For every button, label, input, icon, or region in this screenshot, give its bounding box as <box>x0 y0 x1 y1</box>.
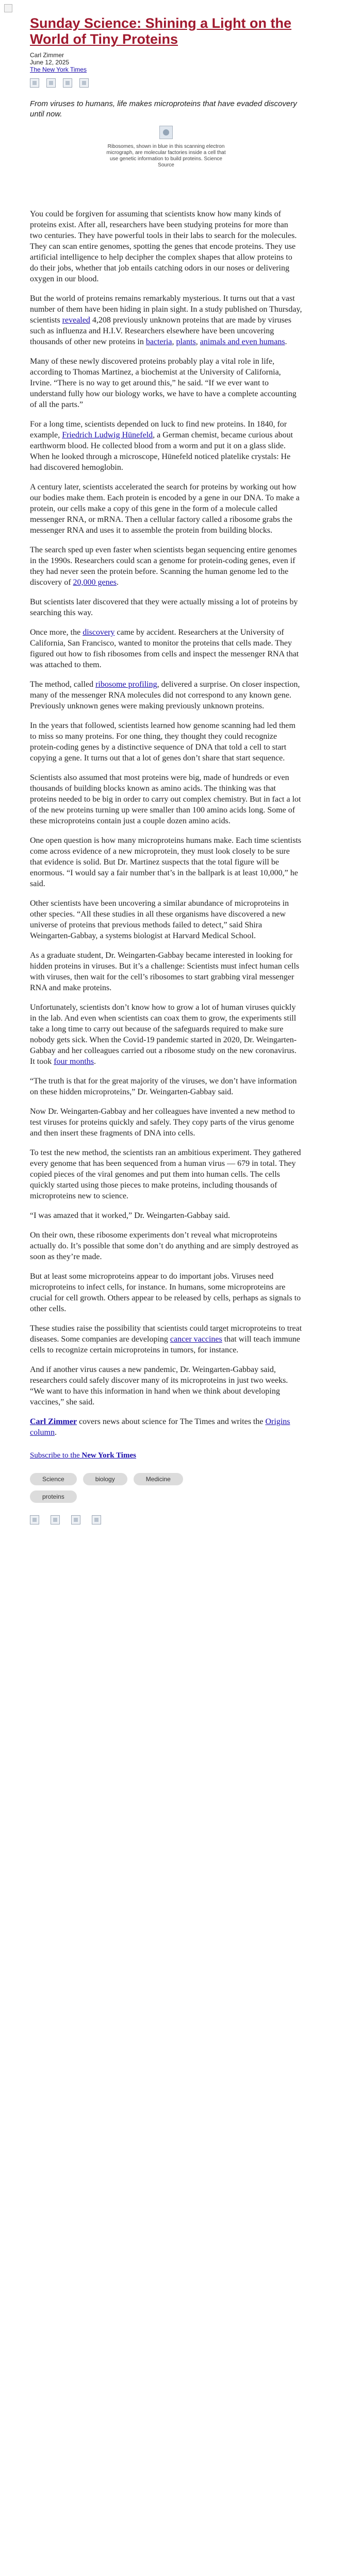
inline-link[interactable]: 20,000 genes <box>73 578 117 587</box>
paragraph-text: , <box>195 337 200 346</box>
article-paragraph <box>30 1002 302 1067</box>
article-paragraph <box>30 1323 302 1355</box>
article-paragraph <box>30 1271 302 1314</box>
paragraph-text: A century later, scientists accelerated the search for proteins by working out how our bodies make them. Each protein is encoded by a gene in our DNA. To make a protein, our cells make a copy of this gene in the form of a molecule called messenger RNA, or mRNA. Then a cellular factory called a ribosome grabs the messenger RNA and uses it to assemble the protein from building blocks. <box>30 483 300 535</box>
paragraph-text: And if another virus causes a new pandemic, Dr. Weingarten-Gabbay said, researchers could safely discover many of its microproteins in just two weeks. “We want to have this information in hand when we think about developing vaccines,” she said. <box>30 1365 288 1406</box>
paragraph-text: . <box>94 1057 96 1066</box>
topic-tag[interactable]: Medicine <box>134 1473 183 1485</box>
article-paragraph <box>30 720 302 764</box>
share-facebook-icon[interactable] <box>30 1515 39 1524</box>
author-bio-text: covers news about science for The Times and writes the <box>77 1417 266 1426</box>
article-paragraph <box>30 545 302 588</box>
article-paragraph <box>30 482 302 536</box>
inline-link[interactable]: discovery <box>83 628 115 637</box>
image-caption: Ribosomes, shown in blue in this scanning electron micrograph, are molecular factories inside a cell that use genetic information to build proteins. Science Source <box>106 144 226 168</box>
paragraph-text: Other scientists have been uncovering a similar abundance of microproteins in other species. “All these studies in all these organisms have discovered a new universe of proteins that previous methods failed to detect,” said Shira Weingarten-Gabbay, a systems biologist at Harvard Medical School. <box>30 899 289 940</box>
topic-tag[interactable]: Science <box>30 1473 77 1485</box>
article-paragraph <box>30 1106 302 1139</box>
paragraph-text: , delivered a surprise. On closer inspection, many of the messenger RNA molecules did not correspond to any known gene. Previously unknown genes were making previously unknown proteins. <box>30 680 300 710</box>
paragraph-text: . <box>116 578 119 587</box>
ribosome-image-icon <box>159 126 173 139</box>
paragraph-text: . <box>285 337 287 346</box>
paragraph-text: “The truth is that for the great majority of the viruses, we don’t have information on these hidden microproteins,” Dr. Weingarten-Gabbay said. <box>30 1077 297 1096</box>
share-twitter-icon[interactable] <box>51 1515 60 1524</box>
share-twitter-icon[interactable] <box>46 78 56 88</box>
share-buttons <box>30 78 302 90</box>
byline-block <box>30 52 302 73</box>
author-name: Carl Zimmer <box>30 52 64 59</box>
article-paragraph <box>30 1364 302 1408</box>
article-paragraph <box>30 950 302 993</box>
article-container <box>30 15 302 1524</box>
topic-tags <box>30 1473 216 1503</box>
share-link-icon[interactable] <box>79 78 89 88</box>
article-paragraph <box>30 597 302 618</box>
inline-link[interactable]: bacteria <box>145 337 172 346</box>
paragraph-text: On their own, these ribosome experiments don’t reveal what microproteins actually do. It’s possible that some don’t do anything and are simply destroyed as soon as they’re made. <box>30 1231 299 1261</box>
author-bio-link[interactable]: Carl Zimmer <box>30 1417 77 1426</box>
paragraph-text: These studies raise the possibility that scientists could target microproteins to treat diseases. Some companies are developing <box>30 1324 302 1344</box>
article-body <box>30 209 302 1408</box>
inline-link[interactable]: Friedrich Ludwig Hünefeld <box>62 431 153 439</box>
inline-link[interactable]: animals and even humans <box>200 337 285 346</box>
paragraph-text: But scientists later discovered that they were actually missing a lot of proteins by searching this way. <box>30 598 298 617</box>
paragraph-text: Now Dr. Weingarten-Gabbay and her colleagues have invented a new method to test viruses for proteins quickly and safely. They copy parts of the virus genome and then insert these fragments of DNA into cells. <box>30 1107 295 1138</box>
paragraph-text: came by accident. Researchers at the University of California, San Francisco, wanted to monitor the proteins that cells made. They figured out how to fish ribosomes from cells and inspect the messenger RNA that was attached to them. <box>30 628 299 669</box>
article-paragraph <box>30 419 302 473</box>
paragraph-text: But at least some microproteins appear to do important jobs. Viruses need microproteins to infect cells, for instance. In humans, some microproteins are crucial for cell growth. Others appear to be released by cells, perhaps as signals to other cells. <box>30 1272 301 1313</box>
share-email-icon[interactable] <box>63 78 72 88</box>
article-paragraph <box>30 1210 302 1221</box>
article-paragraph <box>30 293 302 347</box>
article-paragraph <box>30 772 302 826</box>
article-paragraph <box>30 1076 302 1097</box>
share-facebook-icon[interactable] <box>30 78 39 88</box>
subscribe-brand: New York Times <box>81 1451 136 1460</box>
paragraph-text: For a long time, scientists depended on luck to find new proteins. In 1840, for example, <box>30 420 287 439</box>
article-paragraph <box>30 1147 302 1201</box>
paragraph-text: 4,208 previously unknown proteins that are made by viruses such as influenza and H.I.V. Researchers elsewhere have been uncovering thousands of other new proteins in <box>30 316 292 346</box>
publish-date: June 12, 2025 <box>30 59 70 66</box>
publication-link[interactable]: The New York Times <box>30 66 87 73</box>
article-paragraph <box>30 835 302 889</box>
topic-tag[interactable]: biology <box>83 1473 127 1485</box>
paragraph-text: , <box>172 337 176 346</box>
paragraph-text: To test the new method, the scientists ran an ambitious experiment. They gathered every genome that has been sequenced from a human virus — 679 in total. They copied pieces of the viral genomes and put them into human cells. The cells quickly started using those pieces to make proteins, including thousands of microproteins new to science. <box>30 1148 301 1200</box>
paragraph-text: But the world of proteins remains remarkably mysterious. It turns out that a vast number of them have been hiding in plain sight. In a study published on Thursday, scientists <box>30 294 302 325</box>
bottom-share-buttons <box>30 1515 302 1524</box>
subscribe-line <box>30 1450 302 1461</box>
paragraph-text: Scientists also assumed that most proteins were big, made of hundreds or even thousands of building blocks known as amino acids. The thinking was that proteins needed to be big in order to carry out complex chemistry. But in fact a lot of the new proteins turning up were smaller than 100 amino acids long. Some of these microproteins contain just a couple dozen amino acids. <box>30 773 301 825</box>
paragraph-text: Unfortunately, scientists don’t know how to grow a lot of human viruses quickly in the lab. And even when scientists can coax them to grow, the experiments still take a long time to carry out because of the safeguards required to make sure nobody gets sick. When the Covid-19 pandemic started in 2020, Dr. Weingarten-Gabbay and her colleagues carried out a ribosome study on the new coronavirus. It took <box>30 1003 297 1066</box>
inline-link[interactable]: cancer vaccines <box>170 1335 222 1344</box>
author-bio-end: . <box>55 1428 57 1437</box>
article-paragraph <box>30 209 302 284</box>
article-paragraph <box>30 679 302 711</box>
topic-tag[interactable]: proteins <box>30 1490 77 1503</box>
subscribe-prefix: Subscribe to the <box>30 1451 82 1460</box>
headline[interactable]: Sunday Science: Shining a Light on the World of Tiny Proteins <box>30 15 292 47</box>
inline-link[interactable]: four months <box>54 1057 94 1066</box>
subscribe-link[interactable] <box>30 1451 136 1460</box>
broken-image-icon <box>4 4 12 12</box>
paragraph-text: Many of these newly discovered proteins probably play a vital role in life, according to Thomas Martinez, a biochemist at the University of California, Irvine. “There is no way to get around this,” he said. “If we ever want to understand fully how our biology works, we have to have a complete accounting of all the parts.” <box>30 357 297 409</box>
paragraph-text: One open question is how many microproteins humans make. Each time scientists come across evidence of a new microprotein, they must look closely to be sure that evidence is solid. But Dr. Martinez suspects that the total figure will be enormous. “I would say a fair number that’s in the ballpark is at least 10,000,” he said. <box>30 836 302 888</box>
inline-link[interactable]: revealed <box>62 316 90 325</box>
author-bio <box>30 1416 302 1438</box>
paragraph-text: “I was amazed that it worked,” Dr. Weingarten-Gabbay said. <box>30 1211 231 1220</box>
paragraph-text: In the years that followed, scientists learned how genome scanning had led them to miss so many proteins. For one thing, they thought they could recognize protein-coding genes by a distinctive sequence of DNA that told a cell to start copying a gene. It turns out that a lot of genes don’t share that start sequence. <box>30 721 296 762</box>
paragraph-text: Once more, the <box>30 628 83 637</box>
paragraph-text: , a German chemist, became curious about earthworm blood. He collected blood from a worm and put it on a glass slide. When he looked through a microscope, Hünefeld noticed platelike crystals: He had discovered hemoglobin. <box>30 431 293 472</box>
share-email-icon[interactable] <box>71 1515 80 1524</box>
paragraph-text: You could be forgiven for assuming that scientists know how many kinds of proteins exist. After all, researchers have been studying proteins for more than two centuries. They have powerful tools in their labs to search for the molecules. They can scan entire genomes, spotting the genes that encode proteins. They use artificial intelligence to help decipher the complex shapes that allow proteins to do their jobs, whether that job entails catching odors in our noses or delivering oxygen in our blood. <box>30 210 297 283</box>
subhead: From viruses to humans, life makes microproteins that have evaded discovery until now. <box>30 99 297 118</box>
paragraph-text: that will teach immune cells to recognize certain microproteins in tumors, for instance. <box>30 1335 300 1354</box>
paragraph-text: The search sped up even faster when scientists began sequencing entire genomes in the 1990s. Researchers could scan a genome for protein-coding genes, even if they had never seen the protein before. Scanning the human genome led to the discovery of <box>30 546 297 587</box>
article-paragraph <box>30 1230 302 1262</box>
inline-link[interactable]: plants <box>176 337 196 346</box>
paragraph-text: As a graduate student, Dr. Weingarten-Gabbay became interested in looking for hidden proteins in viruses. But it’s a challenge: Scientists must infect human cells with viruses, then wait for the cell’s ribosomes to start grabbing viral messenger RNA and make proteins. <box>30 951 300 992</box>
article-paragraph <box>30 356 302 410</box>
lead-figure <box>30 126 302 168</box>
share-link-icon[interactable] <box>92 1515 101 1524</box>
article-paragraph <box>30 898 302 941</box>
inline-link[interactable]: ribosome profiling <box>95 680 157 689</box>
origins-column-link[interactable]: Origins column <box>30 1417 290 1437</box>
paragraph-text: The method, called <box>30 680 96 689</box>
article-paragraph <box>30 627 302 670</box>
